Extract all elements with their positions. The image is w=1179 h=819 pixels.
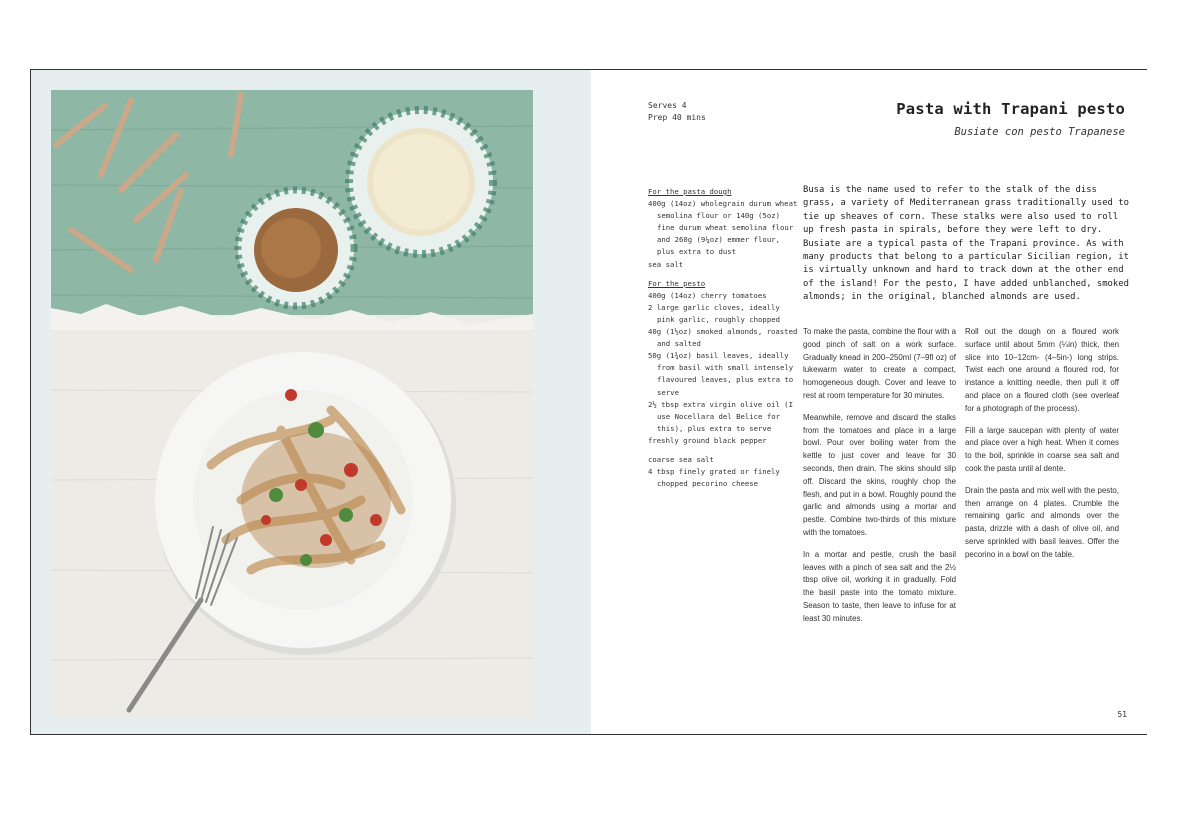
left-page (31, 70, 591, 734)
recipe-intro: Busa is the name used to refer to the stalk of the diss grass, a variety of Mediterranean grass traditionally used to tie up sheaves of corn. These stalks were also used to roll up fresh pasta in spirals, before they were left to dry. Busiate are a typical pasta of the Trapani province. As with many products that belong to a particular Sicilian region, it is virtually unknown and hard to track down at the other end of the island! For the pesto, I have added unblanched, smoked almonds; in the original, blanched almonds are used. (803, 185, 1129, 303)
pasta-dough-heading: For the pasta dough (648, 187, 732, 196)
book-spread (30, 69, 1147, 735)
pasta-dish-illustration (51, 90, 533, 717)
serves-prep (648, 100, 706, 124)
method-paragraph: Meanwhile, remove and discard the stalks from the tomatoes and place in a large bowl. Pour over boiling water from the kettle to just cover and leave for 30 seconds, then drain. The skins should slip off. Discard the skins, roughly chop the flesh, and put in a bowl. Roughly pound the garlic and almonds using a mortar and pestle. Combine two-thirds of this mixture with the tomatoes. (803, 412, 956, 537)
recipe-photo (51, 90, 533, 717)
page-number: 51 (1117, 710, 1127, 719)
method-paragraph: Drain the pasta and mix well with the pesto, then arrange on 4 plates. Crumble the remaining garlic and almonds over the pasta, drizzle with a dash of olive oil, and serve sprinkled with basil leaves. Offer the pecorino in a bowl on the table. (965, 485, 1119, 559)
ingredient-item: freshly ground black pepper (648, 435, 767, 445)
method-paragraph: Fill a large saucepan with plenty of water and place over a high heat. When it comes to the boil, sprinkle in coarse sea salt and cook the pasta until al dente. (965, 425, 1119, 473)
method-paragraph: Roll out the dough on a floured work surface until about 5mm (¼in) thick, then slice into 10–12cm- (4–5in-) long strips. Twist each one around a floured rod, for instance a knitting needle, then pull it off and place on a floured cloth (see overleaf for a photograph of the process). (965, 327, 1119, 413)
pesto-group (648, 278, 798, 447)
serving-group (648, 454, 798, 490)
recipe-title: Pasta with Trapani pesto (896, 100, 1125, 118)
ingredient-item: 400g (14oz) cherry tomatoes (648, 290, 767, 300)
ingredient-item: 50g (1¾oz) basil leaves, ideally from basil with small intensely flavoured leaves, plus extra to serve (648, 351, 794, 397)
recipe-subtitle: Busiate con pesto Trapanese (954, 126, 1125, 138)
ingredient-item: 4 tbsp finely grated or finely chopped pecorino cheese (648, 467, 780, 489)
pasta-dough-group (648, 186, 798, 271)
ingredients-list (648, 186, 798, 497)
serves-text: Serves 4 (648, 101, 687, 110)
ingredient-item: 2 large garlic cloves, ideally pink garlic, roughly chopped (648, 302, 781, 324)
ingredient-item: 40g (1½oz) smoked almonds, roasted and salted (648, 327, 798, 349)
ingredient-item: 2½ tbsp extra virgin olive oil (I use Nocellara del Belice for this), plus extra to serve (648, 399, 793, 433)
ingredient-item: sea salt (648, 259, 684, 269)
ingredient-item: 400g (14oz) wholegrain durum wheat semolina flour or 140g (5oz) fine durum wheat semolina flour and 260g (9¼oz) emmer flour, plus extra to dust (648, 199, 798, 257)
right-page (591, 70, 1147, 734)
ingredient-item: coarse sea salt (648, 454, 714, 464)
method-column-2 (965, 326, 1119, 571)
prep-time-text: Prep 40 mins (648, 113, 706, 122)
method-paragraph: To make the pasta, combine the flour with a good pinch of salt on a work surface. Gradually knead in 200–250ml (7–9fl oz) of lukewarm water to create a compact, homogeneous dough. Cover and leave to rest at room temperature for 30 minutes. (803, 327, 956, 400)
pesto-heading: For the pesto (648, 278, 706, 288)
method-column-1 (803, 326, 956, 635)
method-paragraph: In a mortar and pestle, crush the basil leaves with a pinch of sea salt and the 2½ tbsp olive oil, working it in gradually. Fold the basil paste into the tomato mixture. Season to taste, then leave to infuse for at least 30 minutes. (803, 549, 956, 623)
